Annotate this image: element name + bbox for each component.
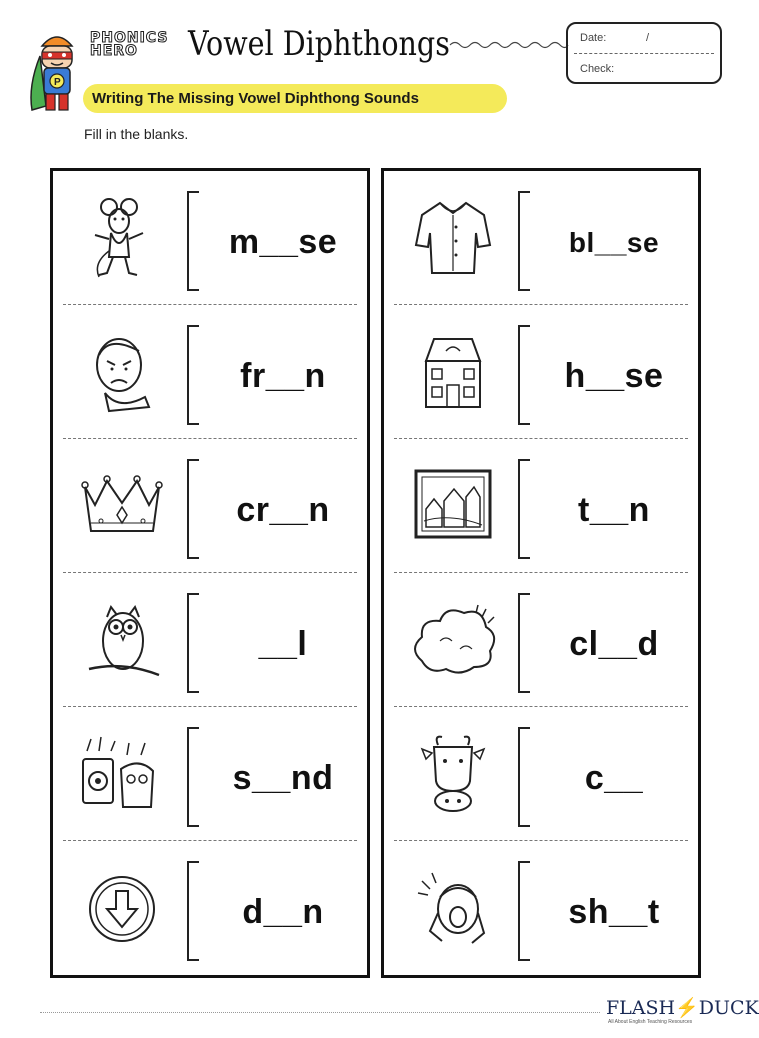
lightning-icon: ⚡: [675, 997, 699, 1019]
svg-text:P: P: [54, 77, 61, 88]
down-arrow-icon: [79, 863, 165, 951]
logo-text-right: DUCK: [698, 997, 759, 1019]
word-blank: fr__n: [240, 357, 326, 395]
word-blank: d__n: [242, 893, 324, 931]
house-icon: [410, 327, 496, 415]
bracket-divider: [187, 459, 199, 559]
mouse-icon: [79, 193, 165, 281]
bracket-divider: [187, 191, 199, 291]
brand-line-1: PHONICS: [90, 30, 169, 46]
loud-sound-icon: [79, 729, 165, 817]
bracket-divider: [187, 727, 199, 827]
blouse-icon: [410, 193, 496, 281]
left-word-panel: [50, 168, 370, 978]
word-cell: [53, 305, 367, 439]
bracket-divider: [187, 593, 199, 693]
word-cell: [384, 707, 698, 841]
word-cell: [384, 841, 698, 975]
owl-icon: [79, 595, 165, 683]
instruction-text: Fill in the blanks.: [84, 126, 189, 142]
word-blank: t__n: [578, 491, 650, 529]
footer-divider: [40, 1012, 600, 1013]
date-check-box: [566, 22, 722, 84]
word-blank: h__se: [564, 357, 664, 395]
word-blank: bl__se: [568, 227, 660, 258]
word-blank: cr__n: [236, 491, 330, 529]
page-title: Vowel Diphthongs: [188, 24, 450, 64]
date-label: Date:: [580, 32, 607, 44]
check-label: Check:: [580, 63, 615, 75]
decorative-squiggle: [450, 38, 568, 52]
bracket-divider: [518, 861, 530, 961]
word-cell: [384, 573, 698, 707]
cow-icon: [410, 729, 496, 817]
bracket-divider: [187, 861, 199, 961]
word-blank: s__nd: [232, 759, 334, 797]
word-cell: [384, 439, 698, 573]
right-word-panel: [381, 168, 701, 978]
bracket-divider: [518, 593, 530, 693]
word-blank: sh__t: [568, 893, 660, 931]
word-blank: __l: [258, 625, 308, 663]
word-cell: [384, 305, 698, 439]
date-separator: /: [646, 32, 650, 44]
word-cell: [53, 707, 367, 841]
bracket-divider: [518, 325, 530, 425]
word-cell: [53, 171, 367, 305]
word-cell: [53, 841, 367, 975]
brand-line-2: HERO: [90, 43, 138, 59]
bracket-divider: [518, 727, 530, 827]
frown-face-icon: [79, 327, 165, 415]
brand-logo: [90, 32, 168, 58]
phonics-hero-mascot-icon: [26, 26, 88, 114]
word-cell: [384, 171, 698, 305]
word-blank: m__se: [228, 223, 338, 261]
cloud-icon: [410, 595, 496, 683]
shout-icon: [410, 863, 496, 951]
word-blank: c__: [584, 759, 644, 797]
crown-icon: [79, 461, 165, 549]
logo-text-left: FLASH: [606, 997, 676, 1019]
word-blank: cl__d: [569, 625, 659, 663]
date-box-divider: [574, 53, 714, 54]
word-cell: [53, 439, 367, 573]
bracket-divider: [518, 459, 530, 559]
word-cell: [53, 573, 367, 707]
footer-tagline: All About English Teaching Resources: [608, 1019, 693, 1025]
flashduck-logo: [606, 996, 759, 1019]
bracket-divider: [187, 325, 199, 425]
town-picture-icon: [410, 461, 496, 549]
bracket-divider: [518, 191, 530, 291]
worksheet-subtitle: Writing The Missing Vowel Diphthong Sounds: [92, 90, 419, 107]
